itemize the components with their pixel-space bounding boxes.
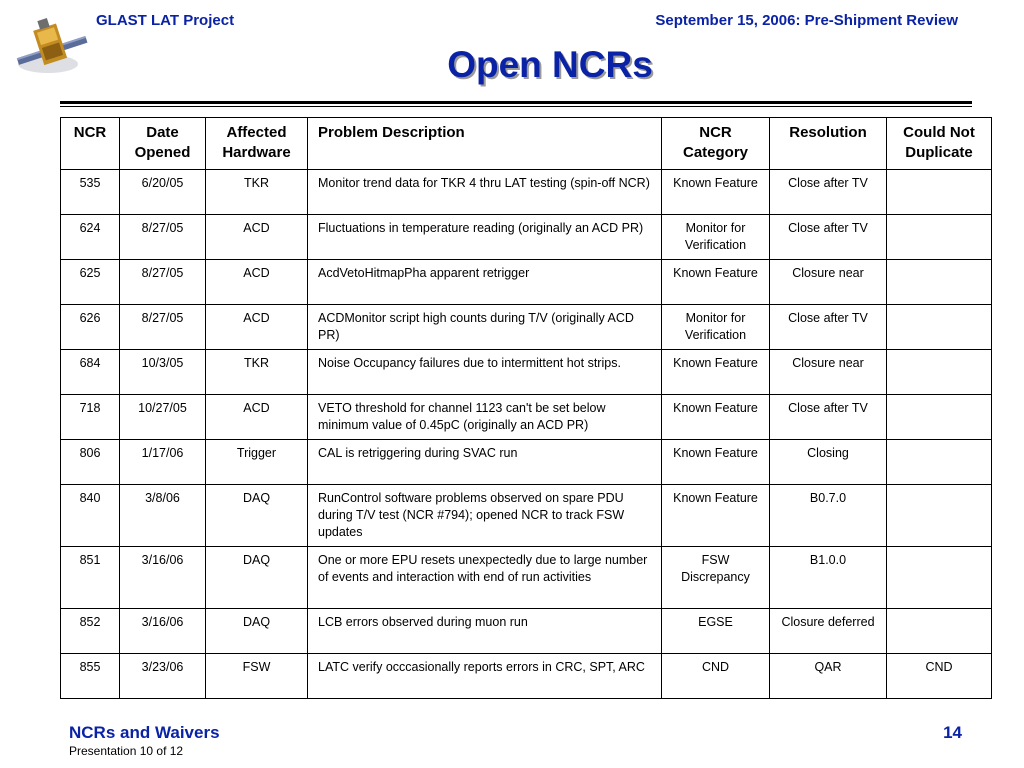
page-number: 14	[943, 723, 962, 742]
ncr-number: 626	[61, 305, 120, 350]
affected-hardware: Trigger	[206, 440, 308, 485]
problem-description: VETO threshold for channel 1123 can't be set below minimum value of 0.45pC (originally an ACD PR)	[308, 395, 662, 440]
resolution: Closure deferred	[770, 609, 887, 654]
could-not-duplicate	[887, 609, 992, 654]
could-not-duplicate	[887, 395, 992, 440]
date-opened: 10/3/05	[120, 350, 206, 395]
ncr-category: EGSE	[662, 609, 770, 654]
table-row	[61, 654, 992, 699]
column-header-affected-hardware: Affected Hardware	[206, 118, 308, 170]
affected-hardware: DAQ	[206, 547, 308, 609]
could-not-duplicate	[887, 215, 992, 260]
date-opened: 8/27/05	[120, 305, 206, 350]
could-not-duplicate	[887, 485, 992, 547]
affected-hardware: ACD	[206, 215, 308, 260]
problem-description: One or more EPU resets unexpectedly due to large number of events and interaction with end of run activities	[308, 547, 662, 609]
ncr-category: Known Feature	[662, 395, 770, 440]
affected-hardware: DAQ	[206, 485, 308, 547]
problem-description: Monitor trend data for TKR 4 thru LAT testing (spin-off NCR)	[308, 170, 662, 215]
resolution: Close after TV	[770, 395, 887, 440]
problem-description: ACDMonitor script high counts during T/V (originally ACD PR)	[308, 305, 662, 350]
affected-hardware: FSW	[206, 654, 308, 699]
ncr-category: FSW Discrepancy	[662, 547, 770, 609]
column-header-ncr-category: NCR Category	[662, 118, 770, 170]
resolution: Close after TV	[770, 215, 887, 260]
table-row	[61, 260, 992, 305]
open-ncrs-table	[60, 117, 992, 699]
table-row	[61, 170, 992, 215]
ncr-number: 852	[61, 609, 120, 654]
ncr-number: 624	[61, 215, 120, 260]
ncr-number: 625	[61, 260, 120, 305]
date-opened: 3/16/06	[120, 547, 206, 609]
resolution: Closure near	[770, 260, 887, 305]
could-not-duplicate	[887, 305, 992, 350]
could-not-duplicate	[887, 440, 992, 485]
ncr-number: 535	[61, 170, 120, 215]
resolution: B0.7.0	[770, 485, 887, 547]
date-opened: 3/8/06	[120, 485, 206, 547]
problem-description: LCB errors observed during muon run	[308, 609, 662, 654]
review-date: September 15, 2006: Pre-Shipment Review	[655, 12, 958, 29]
table-row	[61, 305, 992, 350]
affected-hardware: TKR	[206, 350, 308, 395]
date-opened: 8/27/05	[120, 260, 206, 305]
resolution: Closure near	[770, 350, 887, 395]
problem-description: Noise Occupancy failures due to intermittent hot strips.	[308, 350, 662, 395]
table-row	[61, 215, 992, 260]
title-divider-thin	[60, 106, 972, 107]
affected-hardware: ACD	[206, 395, 308, 440]
column-header-date-opened: Date Opened	[120, 118, 206, 170]
problem-description: LATC verify occcasionally reports errors in CRC, SPT, ARC	[308, 654, 662, 699]
ncr-number: 855	[61, 654, 120, 699]
slide-title: Open NCRs	[447, 44, 653, 85]
table-row	[61, 609, 992, 654]
problem-description: Fluctuations in temperature reading (originally an ACD PR)	[308, 215, 662, 260]
ncr-number: 840	[61, 485, 120, 547]
column-header-problem-description: Problem Description	[308, 118, 662, 170]
problem-description: CAL is retriggering during SVAC run	[308, 440, 662, 485]
could-not-duplicate	[887, 350, 992, 395]
could-not-duplicate	[887, 260, 992, 305]
ncr-category: CND	[662, 654, 770, 699]
ncr-category: Monitor for Verification	[662, 215, 770, 260]
ncr-category: Known Feature	[662, 170, 770, 215]
affected-hardware: DAQ	[206, 609, 308, 654]
affected-hardware: ACD	[206, 305, 308, 350]
ncr-number: 806	[61, 440, 120, 485]
ncr-category: Monitor for Verification	[662, 305, 770, 350]
date-opened: 3/23/06	[120, 654, 206, 699]
footer-section-title: NCRs and Waivers	[69, 723, 220, 742]
column-header-ncr: NCR	[61, 118, 120, 170]
table-header-row	[61, 118, 992, 170]
ncr-category: Known Feature	[662, 485, 770, 547]
problem-description: AcdVetoHitmapPha apparent retrigger	[308, 260, 662, 305]
table-row	[61, 395, 992, 440]
date-opened: 1/17/06	[120, 440, 206, 485]
footer-presentation-count: Presentation 10 of 12	[69, 744, 184, 758]
resolution: B1.0.0	[770, 547, 887, 609]
resolution: Closing	[770, 440, 887, 485]
problem-description: RunControl software problems observed on spare PDU during T/V test (NCR #794); opened NCR to track FSW updates	[308, 485, 662, 547]
ncr-category: Known Feature	[662, 440, 770, 485]
affected-hardware: TKR	[206, 170, 308, 215]
table-row	[61, 485, 992, 547]
table-row	[61, 547, 992, 609]
column-header-resolution: Resolution	[770, 118, 887, 170]
could-not-duplicate	[887, 170, 992, 215]
ncr-number: 684	[61, 350, 120, 395]
affected-hardware: ACD	[206, 260, 308, 305]
date-opened: 8/27/05	[120, 215, 206, 260]
column-header-could-not-duplicate: Could Not Duplicate	[887, 118, 992, 170]
resolution: QAR	[770, 654, 887, 699]
date-opened: 10/27/05	[120, 395, 206, 440]
date-opened: 6/20/05	[120, 170, 206, 215]
project-name: GLAST LAT Project	[96, 12, 235, 29]
ncr-number: 718	[61, 395, 120, 440]
resolution: Close after TV	[770, 170, 887, 215]
ncr-category: Known Feature	[662, 260, 770, 305]
table-row	[61, 350, 992, 395]
ncr-number: 851	[61, 547, 120, 609]
title-divider-thick	[60, 101, 972, 104]
resolution: Close after TV	[770, 305, 887, 350]
could-not-duplicate: CND	[887, 654, 992, 699]
date-opened: 3/16/06	[120, 609, 206, 654]
table-row	[61, 440, 992, 485]
could-not-duplicate	[887, 547, 992, 609]
ncr-category: Known Feature	[662, 350, 770, 395]
